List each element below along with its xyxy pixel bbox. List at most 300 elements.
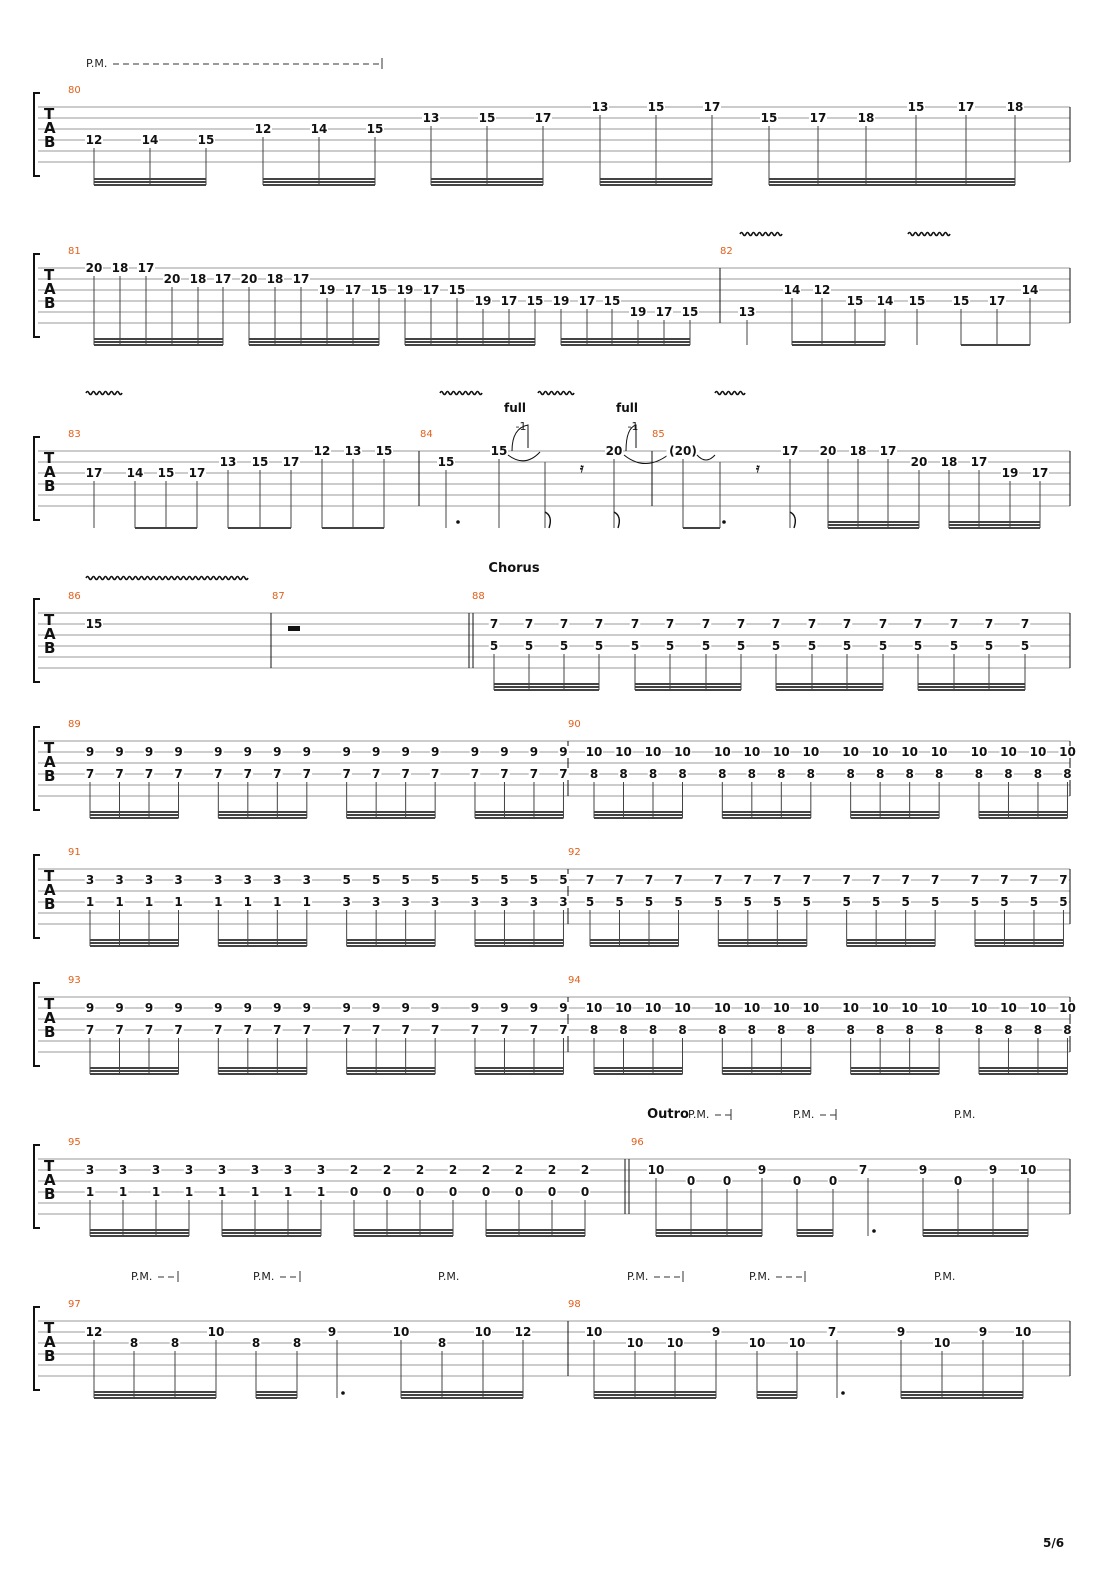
fret-number: 15 (478, 111, 496, 125)
fret-number: 8 (974, 1023, 984, 1037)
fret-number: 15 (490, 444, 508, 458)
fret-number: 10 (1000, 745, 1017, 759)
fret-number: 10 (788, 1336, 806, 1350)
fret-number: 18 (189, 272, 207, 286)
fret-number: 7 (630, 617, 640, 631)
fret-number: 19 (318, 283, 336, 297)
fret-number: 10 (743, 745, 761, 759)
fret-number: 7 (144, 1023, 154, 1037)
fret-number: 7 (594, 617, 604, 631)
fret-number: 8 (875, 767, 885, 781)
fret-number: 17 (188, 466, 206, 480)
tab-clef-letter: T (44, 867, 55, 885)
fret-number: 7 (736, 617, 746, 631)
fret-number: 5 (1020, 639, 1030, 653)
bend-amount: -1 (627, 420, 639, 433)
section-label: Outro (647, 1107, 689, 1122)
fret-number: 7 (302, 1023, 312, 1037)
fret-number: 0 (349, 1185, 359, 1199)
fret-number: 7 (85, 767, 95, 781)
flag (790, 512, 795, 528)
fret-number: 5 (984, 639, 994, 653)
fret-number: 15 (370, 283, 388, 297)
fret-number: 15 (907, 100, 925, 114)
fret-number: 8 (718, 1023, 727, 1037)
tab-clef-letter: B (44, 294, 56, 312)
fret-number: 15 (647, 100, 665, 114)
fret-number: 7 (1029, 873, 1039, 887)
fret-number: 9 (559, 745, 568, 759)
fret-number: 12 (813, 283, 831, 297)
system-bracket (34, 93, 40, 176)
fret-number: 5 (714, 895, 723, 909)
fret-number: 10 (772, 1001, 790, 1015)
whole-rest (288, 626, 300, 631)
fret-number: 8 (619, 767, 628, 781)
fret-number: 8 (170, 1336, 180, 1350)
tab-clef-letter: B (44, 639, 56, 657)
fret-number: 9 (342, 1001, 351, 1015)
fret-number: 7 (842, 617, 852, 631)
fret-number: 1 (316, 1185, 326, 1199)
dot (841, 1391, 845, 1395)
fret-number: 2 (481, 1163, 491, 1177)
fret-number: 15 (437, 455, 455, 469)
fret-number: 5 (842, 639, 852, 653)
fret-number: 7 (115, 1023, 124, 1037)
fret-number: 7 (302, 767, 312, 781)
fret-number: 19 (474, 294, 492, 308)
fret-number: 5 (802, 895, 812, 909)
vibrato-mark (740, 233, 782, 236)
tab-clef-letter: B (44, 133, 56, 151)
fret-number: 7 (714, 873, 723, 887)
bar-number: 82 (720, 246, 733, 257)
system-bracket (34, 727, 40, 810)
fret-number: 7 (529, 1023, 539, 1037)
bar-number: 80 (68, 85, 81, 96)
fret-number: 9 (430, 1001, 440, 1015)
fret-number: 14 (141, 133, 159, 147)
fret-number: 15 (846, 294, 864, 308)
fret-number: 3 (430, 895, 440, 909)
palm-mute-label: P.M. (934, 1270, 956, 1283)
fret-number: (20) (669, 444, 697, 458)
fret-number: 10 (474, 1325, 492, 1339)
fret-number: 10 (1000, 1001, 1017, 1015)
fret-number: 12 (514, 1325, 532, 1339)
fret-number: 10 (585, 1001, 603, 1015)
fret-number: 8 (806, 1023, 816, 1037)
fret-number: 7 (644, 873, 654, 887)
fret-number: 5 (743, 895, 753, 909)
fret-number: 1 (85, 895, 95, 909)
system-bracket (34, 254, 40, 337)
fret-number: 5 (842, 895, 851, 909)
fret-number: 0 (547, 1185, 557, 1199)
fret-number: 9 (401, 745, 410, 759)
fret-number: 9 (85, 745, 95, 759)
fret-number: 10 (1019, 1163, 1037, 1177)
fret-number: 10 (713, 1001, 731, 1015)
tab-clef-letter: B (44, 895, 56, 913)
fret-number: 7 (342, 1023, 351, 1037)
fret-number: 17 (344, 283, 362, 297)
fret-number: 5 (878, 639, 888, 653)
fret-number: 15 (603, 294, 621, 308)
fret-number: 10 (901, 745, 919, 759)
fret-number: 13 (738, 305, 756, 319)
palm-mute-label: P.M. (749, 1270, 771, 1283)
vibrato-mark (538, 392, 574, 395)
fret-number: 9 (757, 1163, 767, 1177)
tab-clef-letter: A (44, 280, 56, 298)
fret-number: 17 (655, 305, 673, 319)
fret-number: 0 (382, 1185, 392, 1199)
fret-number: 10 (713, 745, 731, 759)
fret-number: 8 (777, 1023, 786, 1037)
tab-clef-letter: T (44, 1319, 55, 1337)
dot (341, 1391, 345, 1395)
fret-number: 7 (930, 873, 940, 887)
fret-number: 9 (144, 745, 154, 759)
fret-number: 8 (934, 1023, 944, 1037)
fret-number: 15 (908, 294, 926, 308)
fret-number: 10 (871, 745, 889, 759)
flag (545, 512, 550, 528)
fret-number: 8 (251, 1336, 261, 1350)
fret-number: 13 (219, 455, 237, 469)
fret-number: 8 (589, 1023, 599, 1037)
fret-number: 17 (422, 283, 440, 297)
fret-number: 20 (605, 444, 623, 458)
fret-number: 12 (254, 122, 272, 136)
fret-number: 0 (792, 1174, 802, 1188)
bar-number: 85 (652, 429, 665, 440)
fret-number: 5 (871, 895, 881, 909)
fret-number: 9 (430, 745, 440, 759)
fret-number: 8 (747, 767, 757, 781)
fret-number: 5 (970, 895, 980, 909)
palm-mute-label: P.M. (627, 1270, 649, 1283)
fret-number: 10 (585, 745, 603, 759)
fret-number: 10 (207, 1325, 225, 1339)
tab-clef-letter: B (44, 767, 56, 785)
bend-amount: -1 (515, 420, 527, 433)
fret-number: 0 (953, 1174, 963, 1188)
fret-number: 13 (422, 111, 440, 125)
fret-number: 8 (875, 1023, 885, 1037)
fret-number: 3 (302, 873, 312, 887)
fret-number: 9 (988, 1163, 998, 1177)
vibrato-mark (86, 392, 122, 395)
fret-number: 15 (952, 294, 970, 308)
fret-number: 8 (1004, 1023, 1013, 1037)
tab-clef-letter: A (44, 1171, 56, 1189)
fret-number: 3 (184, 1163, 194, 1177)
fret-number: 18 (266, 272, 284, 286)
fret-number: 5 (371, 873, 381, 887)
bar-number: 96 (631, 1137, 644, 1148)
fret-number: 2 (382, 1163, 392, 1177)
fret-number: 10 (970, 1001, 988, 1015)
fret-number: 7 (214, 1023, 223, 1037)
fret-number: 7 (771, 617, 781, 631)
fret-number: 18 (111, 261, 129, 275)
fret-number: 7 (913, 617, 923, 631)
fret-number: 7 (743, 873, 753, 887)
page-number: 5/6 (1043, 1536, 1065, 1550)
fret-number: 9 (401, 1001, 410, 1015)
fret-number: 7 (524, 617, 534, 631)
fret-number: 5 (470, 873, 480, 887)
fret-number: 7 (615, 873, 624, 887)
fret-number: 9 (243, 1001, 253, 1015)
fret-number: 8 (589, 767, 599, 781)
fret-number: 7 (878, 617, 888, 631)
fret-number: 10 (647, 1163, 665, 1177)
fret-number: 5 (1029, 895, 1039, 909)
bar-number: 97 (68, 1299, 81, 1310)
bar-number: 93 (68, 975, 81, 986)
fret-number: 9 (529, 1001, 539, 1015)
fret-number: 10 (930, 1001, 948, 1015)
fret-number: 15 (681, 305, 699, 319)
fret-number: 7 (858, 1163, 868, 1177)
fret-number: 12 (85, 133, 103, 147)
fret-number: 17 (85, 466, 103, 480)
fret-number: 5 (701, 639, 711, 653)
vibrato-mark (715, 392, 745, 395)
fret-number: 8 (806, 767, 816, 781)
fret-number: 7 (144, 767, 154, 781)
fret-number: 7 (174, 767, 183, 781)
palm-mute-label: P.M. (688, 1108, 710, 1121)
fret-number: 7 (174, 1023, 183, 1037)
fret-number: 7 (401, 767, 410, 781)
fret-number: 5 (901, 895, 910, 909)
vibrato-mark (908, 233, 950, 236)
tab-clef-letter: A (44, 119, 56, 137)
fret-number: 8 (718, 767, 727, 781)
fret-number: 7 (827, 1325, 837, 1339)
fret-number: 15 (375, 444, 393, 458)
fret-number: 10 (802, 745, 820, 759)
tab-clef-letter: A (44, 1009, 56, 1027)
system-bracket (34, 599, 40, 682)
fret-number: 7 (984, 617, 994, 631)
bar-number: 91 (68, 847, 81, 858)
fret-number: 5 (913, 639, 923, 653)
fret-number: 3 (500, 895, 509, 909)
fret-number: 3 (470, 895, 480, 909)
fret-number: 3 (144, 873, 154, 887)
fret-number: 5 (489, 639, 499, 653)
tab-clef-letter: T (44, 449, 55, 467)
dot (456, 520, 460, 524)
fret-number: 9 (470, 1001, 480, 1015)
fret-number: 10 (871, 1001, 889, 1015)
fret-number: 3 (250, 1163, 260, 1177)
fret-number: 19 (552, 294, 570, 308)
fret-number: 0 (448, 1185, 458, 1199)
fret-number: 1 (115, 895, 124, 909)
fret-number: 10 (933, 1336, 951, 1350)
palm-mute-label: P.M. (253, 1270, 275, 1283)
fret-number: 3 (371, 895, 381, 909)
tab-clef-letter: A (44, 625, 56, 643)
fret-number: 5 (559, 639, 569, 653)
fret-number: 17 (282, 455, 300, 469)
fret-number: 10 (626, 1336, 644, 1350)
fret-number: 14 (126, 466, 144, 480)
fret-number: 2 (514, 1163, 524, 1177)
fret-number: 1 (302, 895, 312, 909)
bar-number: 98 (568, 1299, 581, 1310)
bar-number: 83 (68, 429, 81, 440)
vibrato-mark (86, 577, 248, 580)
fret-number: 7 (470, 1023, 480, 1037)
fret-number: 7 (585, 873, 595, 887)
fret-number: 0 (686, 1174, 696, 1188)
fret-number: 7 (1059, 873, 1068, 887)
bar-number: 86 (68, 591, 81, 602)
palm-mute-label: P.M. (954, 1108, 976, 1121)
fret-number: 3 (273, 873, 282, 887)
fret-number: 1 (273, 895, 282, 909)
fret-number: 7 (500, 1023, 509, 1037)
fret-number: 7 (1020, 617, 1030, 631)
tab-clef-letter: T (44, 266, 55, 284)
fret-number: 9 (214, 1001, 223, 1015)
fret-number: 17 (500, 294, 518, 308)
dot (722, 520, 726, 524)
fret-number: 5 (773, 895, 782, 909)
fret-number: 10 (1029, 1001, 1047, 1015)
fret-number: 10 (772, 745, 790, 759)
fret-number: 5 (807, 639, 817, 653)
system-bracket (34, 437, 40, 520)
bar-number: 90 (568, 719, 581, 730)
fret-number: 0 (722, 1174, 732, 1188)
fret-number: 3 (559, 895, 568, 909)
fret-number: 3 (151, 1163, 161, 1177)
fret-number: 5 (736, 639, 746, 653)
fret-number: 8 (648, 767, 658, 781)
fret-number: 5 (529, 873, 539, 887)
fret-number: 10 (842, 1001, 860, 1015)
fret-number: 5 (949, 639, 959, 653)
tab-clef-letter: T (44, 1157, 55, 1175)
fret-number: 8 (974, 767, 984, 781)
fret-number: 19 (396, 283, 414, 297)
bend-label: full (616, 401, 638, 415)
fret-number: 14 (876, 294, 894, 308)
fret-number: 10 (585, 1325, 603, 1339)
fret-number: 17 (292, 272, 310, 286)
fret-number: 9 (371, 1001, 381, 1015)
fret-number: 3 (342, 895, 351, 909)
fret-number: 15 (251, 455, 269, 469)
bar-number: 88 (472, 591, 485, 602)
system-bracket (34, 855, 40, 938)
fret-number: 20 (163, 272, 181, 286)
fret-number: 1 (174, 895, 183, 909)
fret-number: 17 (781, 444, 799, 458)
palm-mute-label: P.M. (793, 1108, 815, 1121)
fret-number: 9 (273, 1001, 282, 1015)
tab-clef-letter: A (44, 881, 56, 899)
fret-number: 15 (366, 122, 384, 136)
fret-number: 3 (401, 895, 410, 909)
fret-number: 7 (559, 617, 569, 631)
fret-number: 1 (217, 1185, 227, 1199)
fret-number: 7 (665, 617, 675, 631)
fret-number: 10 (392, 1325, 410, 1339)
fret-number: 15 (197, 133, 215, 147)
tab-clef-letter: B (44, 477, 56, 495)
fret-number: 20 (819, 444, 837, 458)
fret-number: 9 (327, 1325, 337, 1339)
fret-number: 8 (1063, 767, 1072, 781)
fret-number: 8 (846, 1023, 855, 1037)
fret-number: 5 (665, 639, 675, 653)
fret-number: 10 (842, 745, 860, 759)
fret-number: 9 (978, 1325, 988, 1339)
fret-number: 9 (470, 745, 480, 759)
fret-number: 10 (674, 1001, 691, 1015)
fret-number: 0 (580, 1185, 590, 1199)
fret-number: 5 (1059, 895, 1068, 909)
fret-number: 2 (349, 1163, 359, 1177)
fret-number: 3 (85, 873, 95, 887)
fret-number: 12 (85, 1325, 103, 1339)
fret-number: 5 (1000, 895, 1009, 909)
fret-number: 7 (115, 767, 124, 781)
fret-number: 10 (666, 1336, 684, 1350)
fret-number: 3 (243, 873, 253, 887)
fret-number: 9 (896, 1325, 906, 1339)
fret-number: 9 (500, 745, 509, 759)
fret-number: 0 (415, 1185, 425, 1199)
fret-number: 0 (481, 1185, 491, 1199)
tab-clef-letter: A (44, 463, 56, 481)
fret-number: 17 (879, 444, 897, 458)
fret-number: 17 (578, 294, 596, 308)
fret-number: 8 (678, 1023, 687, 1037)
rest-mark: 𝄿 (580, 461, 584, 475)
fret-number: 8 (292, 1336, 302, 1350)
fret-number: 1 (151, 1185, 161, 1199)
fret-number: 10 (743, 1001, 761, 1015)
fret-number: 8 (1033, 767, 1043, 781)
fret-number: 8 (1033, 1023, 1043, 1037)
fret-number: 18 (849, 444, 867, 458)
fret-number: 1 (184, 1185, 194, 1199)
fret-number: 7 (273, 767, 282, 781)
fret-number: 3 (529, 895, 539, 909)
fret-number: 1 (283, 1185, 293, 1199)
palm-mute-label: P.M. (86, 57, 108, 70)
fret-number: 8 (905, 767, 914, 781)
fret-number: 7 (529, 767, 539, 781)
fret-number: 9 (214, 745, 223, 759)
fret-number: 2 (580, 1163, 590, 1177)
fret-number: 3 (118, 1163, 128, 1177)
fret-number: 7 (674, 873, 683, 887)
fret-number: 9 (273, 745, 282, 759)
fret-number: 17 (970, 455, 988, 469)
